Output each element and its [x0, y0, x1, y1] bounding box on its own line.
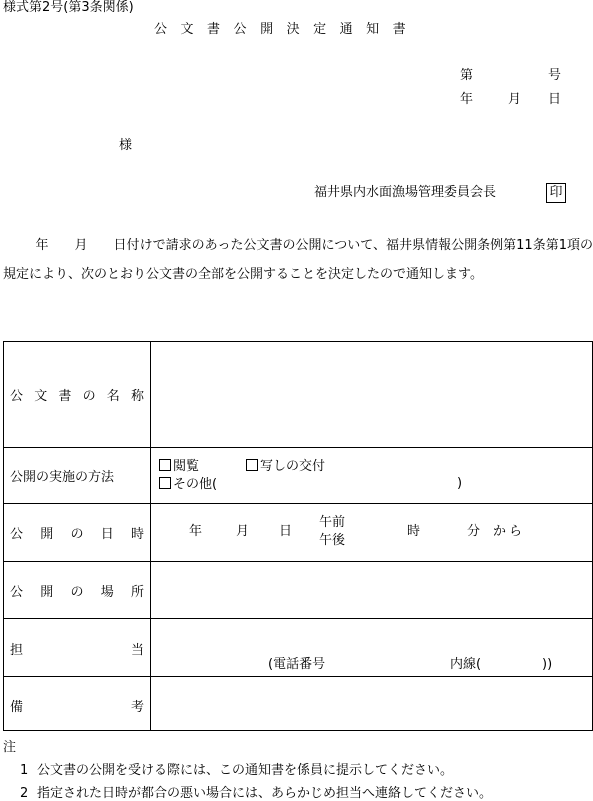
- label-char: 名: [106, 389, 120, 404]
- option-label: 写しの交付: [260, 459, 326, 474]
- ref-nen: 年: [460, 92, 474, 107]
- title-char: 知: [366, 22, 380, 37]
- note-number: 1: [20, 763, 29, 778]
- dt-nen: 年: [189, 524, 203, 539]
- label-document-name: [4, 342, 151, 448]
- option-copy[interactable]: [246, 459, 325, 473]
- checkbox[interactable]: [159, 477, 171, 489]
- datetime-field[interactable]: [151, 504, 593, 562]
- label-char: 当: [130, 643, 144, 658]
- title-char: 公: [233, 22, 247, 37]
- label-contact: [4, 619, 151, 677]
- remarks-field[interactable]: [151, 677, 593, 731]
- place-field[interactable]: [151, 562, 593, 619]
- label-char: 日: [100, 527, 114, 542]
- method-field: [151, 448, 593, 504]
- checkbox[interactable]: [246, 459, 258, 471]
- label-char: 公: [10, 389, 24, 404]
- label-char: 開: [40, 584, 54, 600]
- checkbox[interactable]: [159, 459, 171, 471]
- label-method: [4, 448, 151, 504]
- notes-heading: 注: [3, 740, 17, 755]
- label-char: 備: [10, 700, 24, 715]
- label-char: 場: [100, 584, 114, 600]
- issuer-name: 福井県内水面漁場管理委員会長: [314, 185, 497, 200]
- dt-pm: 午後: [319, 533, 346, 548]
- dt-tsuki: 月: [236, 524, 250, 539]
- note-text: 指定された日時が都合の悪い場合には、あらかじめ担当へ連絡してください。: [37, 786, 493, 801]
- dt-fun: 分: [467, 524, 481, 539]
- label-datetime: [4, 504, 151, 562]
- label-place: [4, 562, 151, 619]
- note-item: [20, 764, 453, 777]
- table-row: [4, 504, 593, 562]
- option-label: その他(: [173, 477, 218, 492]
- dt-hi: 日: [279, 524, 293, 539]
- title-char: 文: [180, 22, 194, 37]
- disclosure-table: [3, 341, 593, 731]
- table-row: [4, 342, 593, 448]
- label-char: 開: [40, 527, 54, 542]
- label-char: の: [82, 389, 96, 404]
- seal-stamp: 印: [546, 183, 566, 203]
- option-other[interactable]: [159, 477, 217, 491]
- notice-paragraph: 年 月 日付けで請求のあった公文書の公開について、福井県情報公開条例第11条第1項の規定により、次のとおり公文書の全部を公開することを決定したので通知します。: [3, 238, 593, 282]
- contact-phone: (電話番号: [268, 657, 326, 672]
- label-char: の: [70, 527, 84, 542]
- dt-am: 午前: [319, 515, 346, 530]
- option-label: 閲覧: [173, 459, 200, 474]
- addressee-sama: 様: [119, 138, 133, 153]
- table-row: [4, 677, 593, 731]
- document-name-field[interactable]: [151, 342, 593, 448]
- title-char: 書: [392, 22, 406, 37]
- label-char: 考: [130, 700, 144, 715]
- ref-hi: 日: [548, 92, 562, 107]
- label-char: 文: [34, 389, 48, 404]
- dt-kara: から: [493, 524, 526, 539]
- table-row: [4, 562, 593, 619]
- contact-field[interactable]: [151, 619, 593, 677]
- note-number: 2: [20, 786, 29, 801]
- title-char: 通: [339, 22, 353, 37]
- title-char: 公: [154, 22, 168, 37]
- title-char: 書: [207, 22, 221, 37]
- label-char: 公: [10, 527, 24, 542]
- contact-close: )): [542, 657, 553, 672]
- label-remarks: [4, 677, 151, 731]
- note-item: [20, 787, 492, 800]
- document-title: [154, 23, 406, 36]
- label-char: 担: [10, 643, 24, 658]
- title-char: 開: [260, 22, 274, 37]
- label-char: の: [70, 584, 84, 600]
- label-char: 称: [130, 389, 144, 404]
- label-method-text: 公開の実施の方法: [10, 470, 115, 485]
- label-char: 所: [130, 584, 144, 600]
- ref-dai: 第: [460, 68, 474, 83]
- ref-go: 号: [548, 68, 562, 83]
- label-char: 公: [10, 584, 24, 600]
- option-other-close: ): [457, 476, 463, 491]
- form-number: 様式第2号(第3条関係): [3, 0, 134, 15]
- table-row: [4, 448, 593, 504]
- title-char: 定: [313, 22, 327, 37]
- title-char: 決: [286, 22, 300, 37]
- label-char: 書: [58, 389, 72, 404]
- label-char: 時: [130, 527, 144, 542]
- note-text: 公文書の公開を受ける際には、この通知書を係員に提示してください。: [37, 763, 454, 778]
- table-row: [4, 619, 593, 677]
- dt-ji: 時: [407, 524, 421, 539]
- contact-extension: 内線(: [450, 657, 482, 672]
- ref-tsuki: 月: [508, 92, 522, 107]
- option-etsuran[interactable]: [159, 459, 199, 473]
